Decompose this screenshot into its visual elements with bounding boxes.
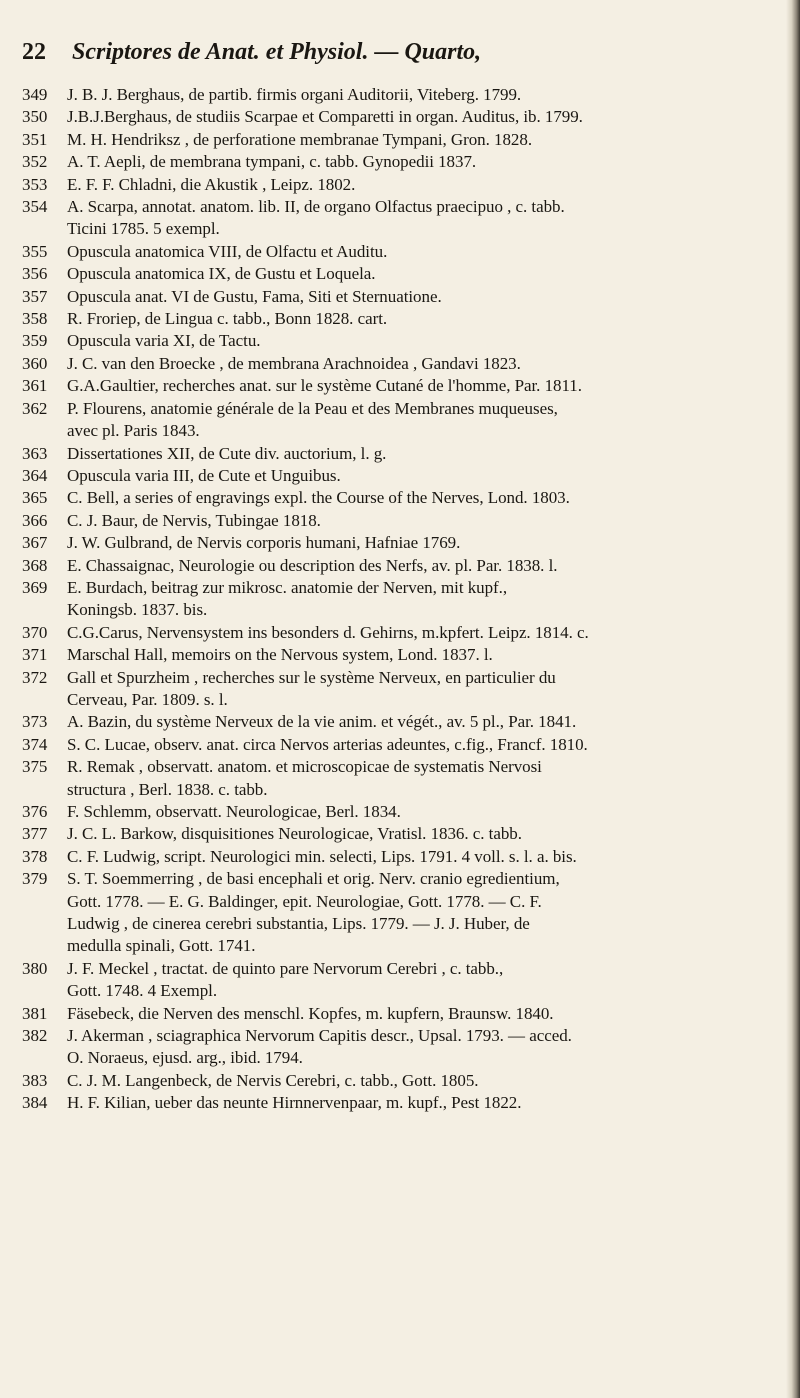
entry-number: 379	[22, 869, 48, 889]
catalogue-entry	[22, 308, 786, 330]
entry-number: 352	[22, 152, 48, 172]
entry-number: 381	[22, 1003, 48, 1023]
catalogue-entry	[22, 734, 786, 756]
entry-text: Fäsebeck, die Nerven des menschl. Kopfes, m. kupfern, Braunsw. 1840.	[67, 1003, 554, 1023]
catalogue-entry	[22, 555, 786, 577]
catalogue-entry	[22, 174, 786, 196]
entry-text: J. F. Meckel , tractat. de quinto pare Nervorum Cerebri , c. tabb.,	[67, 958, 504, 978]
entry-text: H. F. Kilian, ueber das neunte Hirnnervenpaar, m. kupf., Pest 1822.	[67, 1093, 522, 1113]
entry-number: 369	[22, 577, 48, 597]
entry-text: J. W. Gulbrand, de Nervis corporis humani, Hafniae 1769.	[67, 533, 461, 553]
entry-number: 384	[22, 1093, 48, 1113]
entry-text: C.G.Carus, Nervensystem ins besonders d. Gehirns, m.kpfert. Leipz. 1814. c.	[67, 622, 589, 642]
entry-text: Opuscula anatomica VIII, de Olfactu et Auditu.	[67, 241, 388, 261]
entry-text: Opuscula anat. VI de Gustu, Fama, Siti et Sternuatione.	[67, 286, 442, 306]
catalogue-entry	[22, 84, 786, 106]
catalogue-entry	[22, 510, 786, 532]
catalogue-entry	[22, 801, 786, 823]
entry-number: 365	[22, 488, 48, 508]
entry-text: S. T. Soemmerring , de basi encephali et orig. Nerv. cranio egredientium,	[67, 869, 560, 889]
entry-continuation: structura , Berl. 1838. c. tabb.	[67, 779, 268, 799]
entry-text: C. J. Baur, de Nervis, Tubingae 1818.	[67, 510, 321, 530]
catalogue-entry	[22, 868, 786, 958]
entry-number: 367	[22, 533, 48, 553]
catalogue-entry	[22, 756, 786, 801]
entry-text: Opuscula anatomica IX, de Gustu et Loquela.	[67, 264, 376, 284]
entry-number: 359	[22, 331, 48, 351]
entry-number: 370	[22, 622, 48, 642]
catalogue-entry	[22, 667, 786, 712]
page-number: 22	[22, 39, 46, 65]
entry-number: 375	[22, 757, 48, 777]
entry-number: 377	[22, 824, 48, 844]
entry-number: 356	[22, 264, 48, 284]
entry-text: A. T. Aepli, de membrana tympani, c. tabb. Gynopedii 1837.	[67, 152, 477, 172]
entry-number: 349	[22, 85, 48, 104]
catalogue-entry	[22, 398, 786, 443]
catalogue-entry	[22, 644, 786, 666]
entry-text: J. B. J. Berghaus, de partib. firmis organi Auditorii, Viteberg. 1799.	[67, 85, 522, 104]
entry-number: 357	[22, 286, 48, 306]
catalogue-entry	[22, 241, 786, 263]
entry-number: 378	[22, 846, 48, 866]
entry-number: 355	[22, 241, 48, 261]
entry-number: 353	[22, 174, 48, 194]
entry-number: 368	[22, 555, 48, 575]
entry-number: 358	[22, 309, 48, 329]
entry-text: J.B.J.Berghaus, de studiis Scarpae et Comparetti in organ. Auditus, ib. 1799.	[67, 107, 583, 127]
entry-continuation: O. Noraeus, ejusd. arg., ibid. 1794.	[67, 1048, 303, 1068]
entry-text: G.A.Gaultier, recherches anat. sur le système Cutané de l'homme, Par. 1811.	[67, 376, 582, 396]
entry-text: S. C. Lucae, observ. anat. circa Nervos arterias adeuntes, c.fig., Francf. 1810.	[67, 734, 588, 754]
entry-text: C. F. Ludwig, script. Neurologici min. selecti, Lips. 1791. 4 voll. s. l. a. bis.	[67, 846, 577, 866]
catalogue-entry	[22, 487, 786, 509]
catalogue-entry	[22, 1025, 786, 1070]
entry-text: F. Schlemm, observatt. Neurologicae, Berl. 1834.	[67, 802, 401, 821]
entry-text: J. Akerman , sciagraphica Nervorum Capitis descr., Upsal. 1793. — acced.	[67, 1026, 572, 1046]
catalogue-entry	[22, 196, 786, 241]
catalogue-entry	[22, 711, 786, 733]
entry-text: A. Bazin, du système Nerveux de la vie anim. et végét., av. 5 pl., Par. 1841.	[67, 712, 577, 732]
entry-text: Opuscula varia III, de Cute et Unguibus.	[67, 465, 341, 485]
entry-text: R. Froriep, de Lingua c. tabb., Bonn 1828. cart.	[67, 309, 388, 329]
entry-number: 351	[22, 129, 48, 149]
entry-number: 360	[22, 353, 48, 373]
catalogue-entry	[22, 330, 786, 352]
entry-text: C. Bell, a series of engravings expl. the Course of the Nerves, Lond. 1803.	[67, 488, 570, 508]
entry-number: 380	[22, 958, 48, 978]
entry-continuation: Cerveau, Par. 1809. s. l.	[67, 689, 228, 709]
entry-number: 361	[22, 376, 48, 396]
catalogue-entry	[22, 263, 786, 285]
entry-number: 383	[22, 1070, 48, 1090]
entry-text: R. Remak , observatt. anatom. et microscopicae de systematis Nervosi	[67, 757, 542, 777]
catalogue-entry	[22, 532, 786, 554]
catalogue-entry	[22, 1092, 786, 1114]
entry-continuation: Ticini 1785. 5 exempl.	[67, 219, 220, 239]
catalogue-entry	[22, 129, 786, 151]
catalogue-entry	[22, 1070, 786, 1092]
catalogue-entry	[22, 958, 786, 1003]
catalogue-entry	[22, 1003, 786, 1025]
entry-number: 372	[22, 667, 48, 687]
catalogue-entries	[22, 84, 786, 1115]
entry-number: 371	[22, 645, 48, 665]
entry-continuation: medulla spinali, Gott. 1741.	[67, 936, 256, 956]
page-header	[22, 32, 762, 72]
entry-continuation: avec pl. Paris 1843.	[67, 421, 200, 441]
entry-text: P. Flourens, anatomie générale de la Peau et des Membranes muqueuses,	[67, 398, 558, 418]
entry-text: E. Chassaignac, Neurologie ou description des Nerfs, av. pl. Par. 1838. l.	[67, 555, 558, 575]
catalogue-entry	[22, 151, 786, 173]
entry-number: 350	[22, 107, 48, 127]
entry-continuation: Ludwig , de cinerea cerebri substantia, Lips. 1779. — J. J. Huber, de	[67, 914, 530, 934]
entry-text: M. H. Hendriksz , de perforatione membranae Tympani, Gron. 1828.	[67, 129, 533, 149]
catalogue-entry	[22, 375, 786, 397]
catalogue-entry	[22, 443, 786, 465]
catalogue-entry	[22, 106, 786, 128]
entry-continuation: Gott. 1748. 4 Exempl.	[67, 981, 218, 1001]
entry-number: 366	[22, 510, 48, 530]
entry-continuation: Gott. 1778. — E. G. Baldinger, epit. Neurologiae, Gott. 1778. — C. F.	[67, 891, 542, 911]
entry-number: 374	[22, 734, 48, 754]
entry-text: A. Scarpa, annotat. anatom. lib. II, de organo Olfactus praecipuo , c. tabb.	[67, 197, 565, 217]
entry-text: J. C. L. Barkow, disquisitiones Neurologicae, Vratisl. 1836. c. tabb.	[67, 824, 522, 844]
catalogue-entry	[22, 846, 786, 868]
entry-number: 354	[22, 197, 48, 217]
catalogue-entry	[22, 622, 786, 644]
entry-number: 364	[22, 465, 48, 485]
entry-number: 376	[22, 802, 48, 821]
running-title: Scriptores de Anat. et Physiol. — Quarto,	[72, 39, 482, 65]
entry-text: C. J. M. Langenbeck, de Nervis Cerebri, c. tabb., Gott. 1805.	[67, 1070, 479, 1090]
entry-text: Marschal Hall, memoirs on the Nervous system, Lond. 1837. l.	[67, 645, 493, 665]
catalogue-entry	[22, 353, 786, 375]
catalogue-entry	[22, 286, 786, 308]
catalogue-entry	[22, 577, 786, 622]
entry-number: 363	[22, 443, 48, 463]
entry-text: E. Burdach, beitrag zur mikrosc. anatomie der Nerven, mit kupf.,	[67, 577, 508, 597]
entry-text: E. F. F. Chladni, die Akustik , Leipz. 1802.	[67, 174, 356, 194]
page-gutter-edge	[786, 0, 800, 1398]
entry-text: Opuscula varia XI, de Tactu.	[67, 331, 261, 351]
catalogue-entry	[22, 465, 786, 487]
entry-number: 373	[22, 712, 48, 732]
entry-continuation: Koningsb. 1837. bis.	[67, 600, 208, 620]
entry-text: J. C. van den Broecke , de membrana Arachnoidea , Gandavi 1823.	[67, 353, 521, 373]
entry-number: 382	[22, 1026, 48, 1046]
entry-text: Gall et Spurzheim , recherches sur le système Nerveux, en particulier du	[67, 667, 556, 687]
entry-text: Dissertationes XII, de Cute div. auctorium, l. g.	[67, 443, 387, 463]
entry-number: 362	[22, 398, 48, 418]
catalogue-entry	[22, 823, 786, 845]
